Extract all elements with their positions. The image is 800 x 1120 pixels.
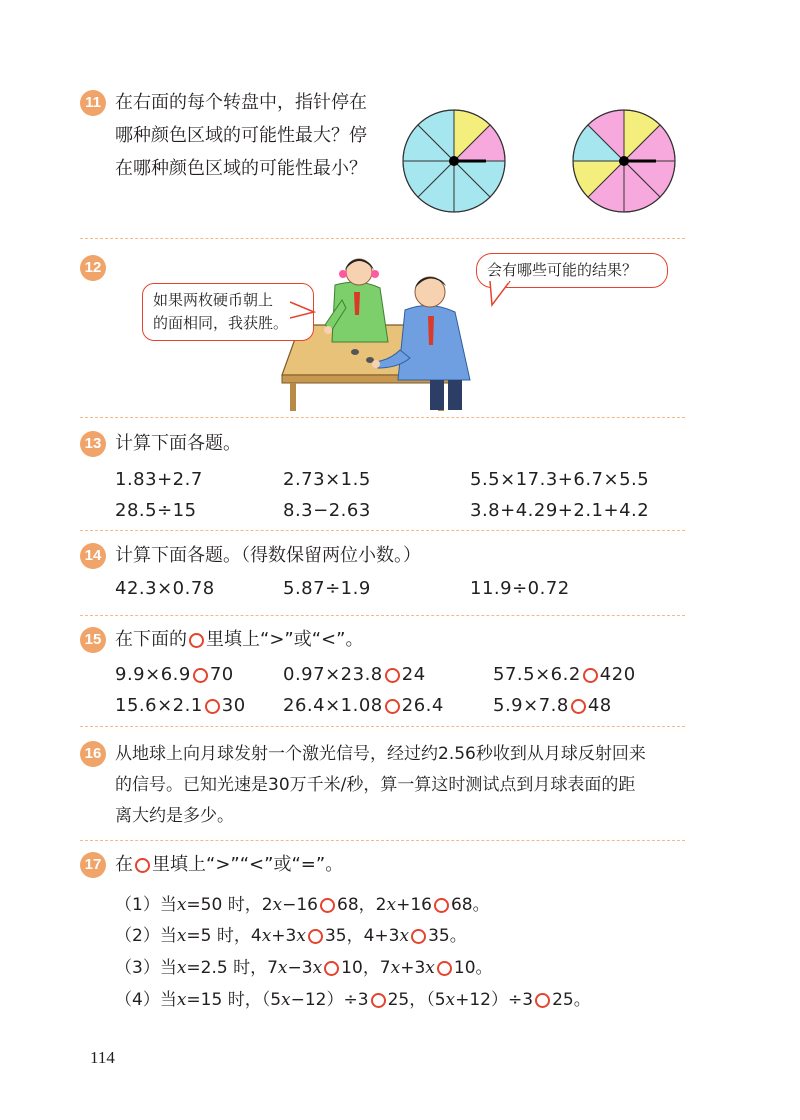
expr-1: −16: [282, 895, 319, 915]
value-1: 68: [337, 895, 359, 915]
expr-1: −12）÷3: [290, 990, 369, 1010]
expr-2: +3: [400, 958, 426, 978]
value-1: 10: [341, 958, 363, 978]
spinner-1-hub: [449, 156, 459, 166]
row-condition: =2.5 时，7: [186, 958, 278, 978]
variable-x: x: [425, 958, 435, 978]
answer-circle[interactable]: [193, 668, 208, 683]
q15-item-5-value: 26.4: [401, 695, 444, 716]
q15-item-4-value: 30: [221, 695, 246, 716]
q15-item-4-expr: 15.6×2.1: [115, 695, 203, 716]
row-end: 。: [475, 958, 493, 978]
value-1: 25: [387, 990, 410, 1010]
question-number-12: 12: [80, 255, 106, 281]
q14-item-1: 42.3×0.78: [115, 578, 215, 599]
q17-title: [115, 854, 343, 876]
answer-circle[interactable]: [385, 699, 400, 714]
q13-item-5: 8.3−2.63: [283, 500, 371, 521]
question-number-11: 11: [80, 90, 106, 116]
q15-item-5: [283, 695, 444, 716]
q13-item-3: 5.5×17.3+6.7×5.5: [470, 469, 650, 490]
row-prefix: （3）当: [115, 958, 177, 978]
bubble-girl-line-1: 如果两枚硬币朝上: [153, 291, 274, 309]
answer-circle[interactable]: [583, 668, 598, 683]
answer-circle[interactable]: [434, 898, 449, 913]
spinner-1: [398, 105, 510, 217]
answer-circle[interactable]: [320, 898, 335, 913]
answer-circle[interactable]: [571, 699, 586, 714]
variable-x: x: [296, 926, 306, 946]
row-condition: =50 时，2: [186, 895, 273, 915]
variable-x: x: [312, 958, 323, 978]
variable-x: x: [386, 895, 397, 915]
q15-item-6-value: 48: [587, 695, 612, 716]
q13-item-1: 1.83+2.7: [115, 469, 203, 490]
divider: [80, 530, 685, 531]
question-number-14: 14: [80, 543, 106, 569]
q17-row-1: [115, 890, 490, 915]
q17-row-3: [115, 953, 493, 978]
row-prefix: （4）当: [115, 990, 177, 1010]
q13-item-6: 3.8+4.29+2.1+4.2: [470, 500, 650, 521]
spinner-2: [568, 105, 680, 217]
row-separator: ，7: [362, 958, 391, 978]
q17-row-4: [115, 985, 591, 1010]
answer-circle[interactable]: [535, 993, 550, 1008]
variable-x: x: [176, 990, 187, 1010]
q15-item-1: [115, 664, 234, 685]
q15-item-2-expr: 0.97×23.8: [283, 664, 383, 685]
row-end: 。: [472, 895, 490, 915]
row-separator: ，（5: [409, 990, 446, 1010]
divider: [80, 417, 685, 418]
q15-title-pre: 在下面的: [115, 629, 187, 650]
expr-2: +16: [396, 895, 432, 915]
q15-item-6-expr: 5.9×7.8: [493, 695, 569, 716]
q15-item-3-value: 420: [599, 664, 636, 685]
q15-item-2: [283, 664, 426, 685]
divider: [80, 238, 685, 239]
question-number-17: 17: [80, 852, 106, 878]
q15-item-6: [493, 695, 612, 716]
q14-item-3: 11.9÷0.72: [470, 578, 570, 599]
variable-x: x: [176, 926, 187, 946]
variable-x: x: [399, 926, 410, 946]
q15-item-3-expr: 57.5×6.2: [493, 664, 581, 685]
q17-row-2: [115, 921, 467, 946]
expr-1: −3: [287, 958, 313, 978]
value-2: 35: [428, 926, 450, 946]
bubble-girl-tail: [290, 300, 316, 322]
answer-circle[interactable]: [371, 993, 386, 1008]
row-prefix: （1）当: [115, 895, 177, 915]
answer-circle[interactable]: [411, 929, 426, 944]
q16-line-1: 从地球上向月球发射一个激光信号，经过约2.56秒收到从月球反射回来: [115, 744, 646, 764]
variable-x: x: [445, 990, 456, 1010]
q17-title-post: 里填上“>”“<”或“=”。: [152, 854, 344, 875]
page-number: 114: [90, 1048, 115, 1067]
q11-line-1: 在右面的每个转盘中，指针停在: [115, 92, 367, 113]
question-number-16: 16: [80, 741, 106, 767]
q13-item-2: 2.73×1.5: [283, 469, 371, 490]
q13-title: 计算下面各题。: [115, 433, 241, 454]
divider: [80, 615, 685, 616]
row-separator: ，4+3: [346, 926, 400, 946]
bubble-boy-tail: [488, 281, 516, 309]
row-end: 。: [573, 990, 591, 1010]
variable-x: x: [176, 895, 187, 915]
q13-item-4: 28.5÷15: [115, 500, 197, 521]
variable-x: x: [281, 990, 291, 1010]
divider: [80, 840, 685, 841]
q16-line-3: 离大约是多少。: [115, 806, 234, 826]
speech-bubble-girl: [142, 283, 314, 341]
value-1: 35: [324, 926, 347, 946]
variable-x: x: [272, 895, 283, 915]
q15-item-5-expr: 26.4×1.08: [283, 695, 383, 716]
q15-item-1-value: 70: [209, 664, 234, 685]
q15-item-4: [115, 695, 246, 716]
q14-item-2: 5.87÷1.9: [283, 578, 371, 599]
row-prefix: （2）当: [115, 926, 177, 946]
expr-2: +12）÷3: [455, 990, 534, 1010]
value-2: 10: [453, 958, 476, 978]
divider: [80, 726, 685, 727]
answer-circle[interactable]: [308, 929, 323, 944]
q15-item-3: [493, 664, 636, 685]
q15-item-2-value: 24: [401, 664, 426, 685]
answer-circle: [189, 633, 204, 648]
answer-circle[interactable]: [205, 699, 220, 714]
question-number-15: 15: [80, 627, 106, 653]
question-number-13: 13: [80, 431, 106, 457]
value-2: 25: [552, 990, 574, 1010]
row-condition: =5 时，4: [186, 926, 262, 946]
variable-x: x: [261, 926, 272, 946]
q11-line-3: 在哪种颜色区域的可能性最小？: [115, 158, 367, 179]
bubble-boy-text: 会有哪些可能的结果？: [487, 261, 638, 279]
row-separator: ，2: [358, 895, 387, 915]
row-condition: =15 时，（5: [186, 990, 282, 1010]
q14-title: 计算下面各题。（得数保留两位小数。）: [115, 545, 421, 566]
answer-circle[interactable]: [437, 961, 452, 976]
answer-circle: [135, 858, 150, 873]
bubble-girl-line-2: 的面相同，我获胜。: [153, 314, 289, 332]
expr-1: +3: [271, 926, 297, 946]
answer-circle[interactable]: [385, 668, 400, 683]
q15-item-1-expr: 9.9×6.9: [115, 664, 191, 685]
variable-x: x: [390, 958, 401, 978]
variable-x: x: [176, 958, 187, 978]
q17-title-pre: 在: [115, 854, 133, 875]
variable-x: x: [277, 958, 288, 978]
q15-title: [115, 629, 363, 651]
q15-title-post: 里填上“>”或“<”。: [206, 629, 364, 650]
value-2: 68: [450, 895, 473, 915]
answer-circle[interactable]: [324, 961, 339, 976]
q16-line-2: 的信号。已知光速是30万千米/秒，算一算这时测试点到月球表面的距: [115, 775, 636, 795]
q11-line-2: 哪种颜色区域的可能性最大？停: [115, 125, 367, 146]
spinner-2-hub: [619, 156, 629, 166]
row-end: 。: [449, 926, 467, 946]
